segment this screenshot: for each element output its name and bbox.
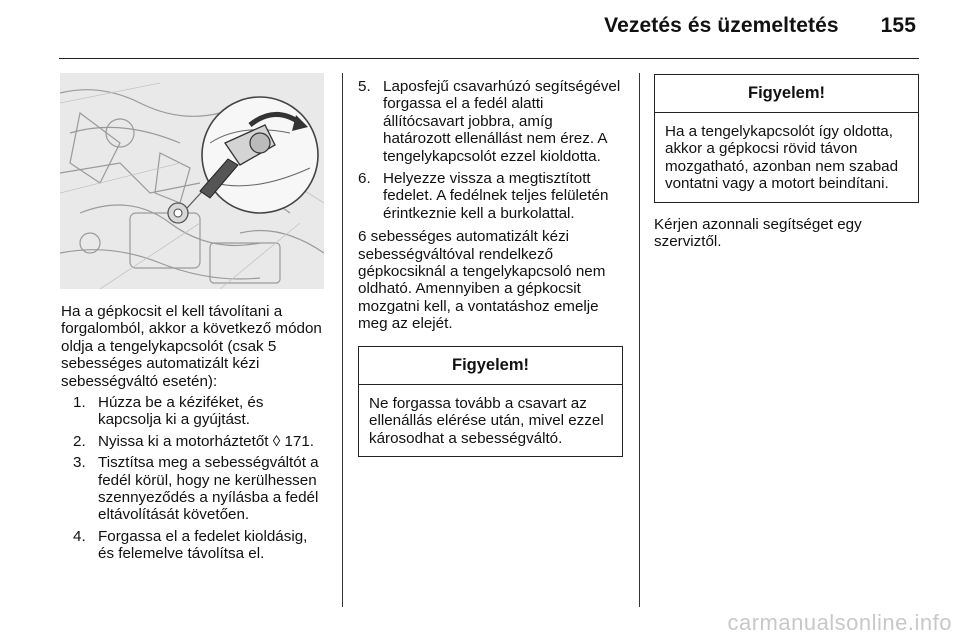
step-number: 1. — [73, 394, 86, 412]
warning-text: Ne forgassa tovább a csavart az ellenállás elérése után, mivel ezzel károsodhat a sebességváltó. — [369, 394, 604, 447]
column-divider-right — [639, 73, 640, 607]
intro-paragraph: Ha a gépkocsit el kell távolítani a forgalomból, akkor a következő módon oldja a tengelykapcsolót (csak 5 sebességes automatizált kézi sebességváltó esetén): — [61, 303, 322, 390]
column-right — [654, 74, 920, 250]
page-header — [604, 14, 916, 38]
step-text: Forgassa el a fedelet kioldásig, és felemelve távolítsa el. — [98, 527, 308, 563]
step-text: Helyezze vissza a megtisztított fedelet. A fedélnek teljes felületén érintkeznie kell a burkolattal. — [383, 170, 609, 222]
warning-text: Ha a tengelykapcsolót így oldotta, akkor a gépkocsi rövid távon mozgatható, azonban nem szabad vontatni vagy a motort beindítani. — [665, 123, 899, 193]
six-speed-paragraph: 6 sebességes automatizált kézi sebességváltóval rendelkező gépkocsiknál a tengelykapcsoló nem oldható. Amennyiben a gépkocsit mozgatni kell, a vontatáshoz emelje meg az elejét. — [358, 228, 606, 333]
page-number: 155 — [880, 14, 916, 37]
service-paragraph: Kérjen azonnali segítséget egy szerviztől. — [654, 215, 862, 251]
illustration-drawing — [60, 73, 324, 289]
step-number: 5. — [358, 78, 371, 95]
list-item — [73, 454, 327, 524]
warning-box — [358, 346, 623, 457]
warning-title: Figyelem! — [359, 347, 622, 385]
step-text: Húzza be a kéziféket, és kapcsolja ki a gyújtást. — [98, 394, 264, 429]
warning-title: Figyelem! — [655, 75, 918, 113]
step-number: 2. — [73, 432, 86, 450]
list-item — [358, 78, 624, 165]
steps-list-middle — [358, 78, 624, 222]
step-number: 6. — [358, 170, 371, 188]
column-middle — [358, 78, 624, 457]
list-item — [73, 528, 327, 563]
step-number: 4. — [73, 527, 86, 545]
steps-list-left — [73, 394, 327, 563]
list-item — [73, 433, 327, 450]
list-item — [358, 170, 624, 222]
column-left — [61, 303, 327, 563]
step-text: Laposfejű csavarhúzó segítségével forgassa el a fedél alatti állítócsavart jobbra, amíg határozott ellenállást nem érez. A tengelykapcsolót ezzel kioldotta. — [383, 78, 621, 165]
page-title: Vezetés és üzemeltetés — [604, 14, 839, 37]
column-divider-left — [342, 73, 343, 607]
header-rule — [59, 58, 919, 59]
list-item — [73, 394, 327, 429]
step-text: Nyissa ki a motorháztetőt ◊ 171. — [98, 432, 315, 450]
warning-box — [654, 74, 919, 203]
watermark: carmanualsonline.info — [727, 610, 952, 635]
gear-lever-cover-removal-illustration — [60, 73, 324, 289]
step-text: Tisztítsa meg a sebességváltót a fedél körül, hogy ne kerülhessen szennyeződés a nyílásba a fedél eltávolítását követően. — [98, 454, 319, 524]
step-number: 3. — [73, 454, 86, 472]
